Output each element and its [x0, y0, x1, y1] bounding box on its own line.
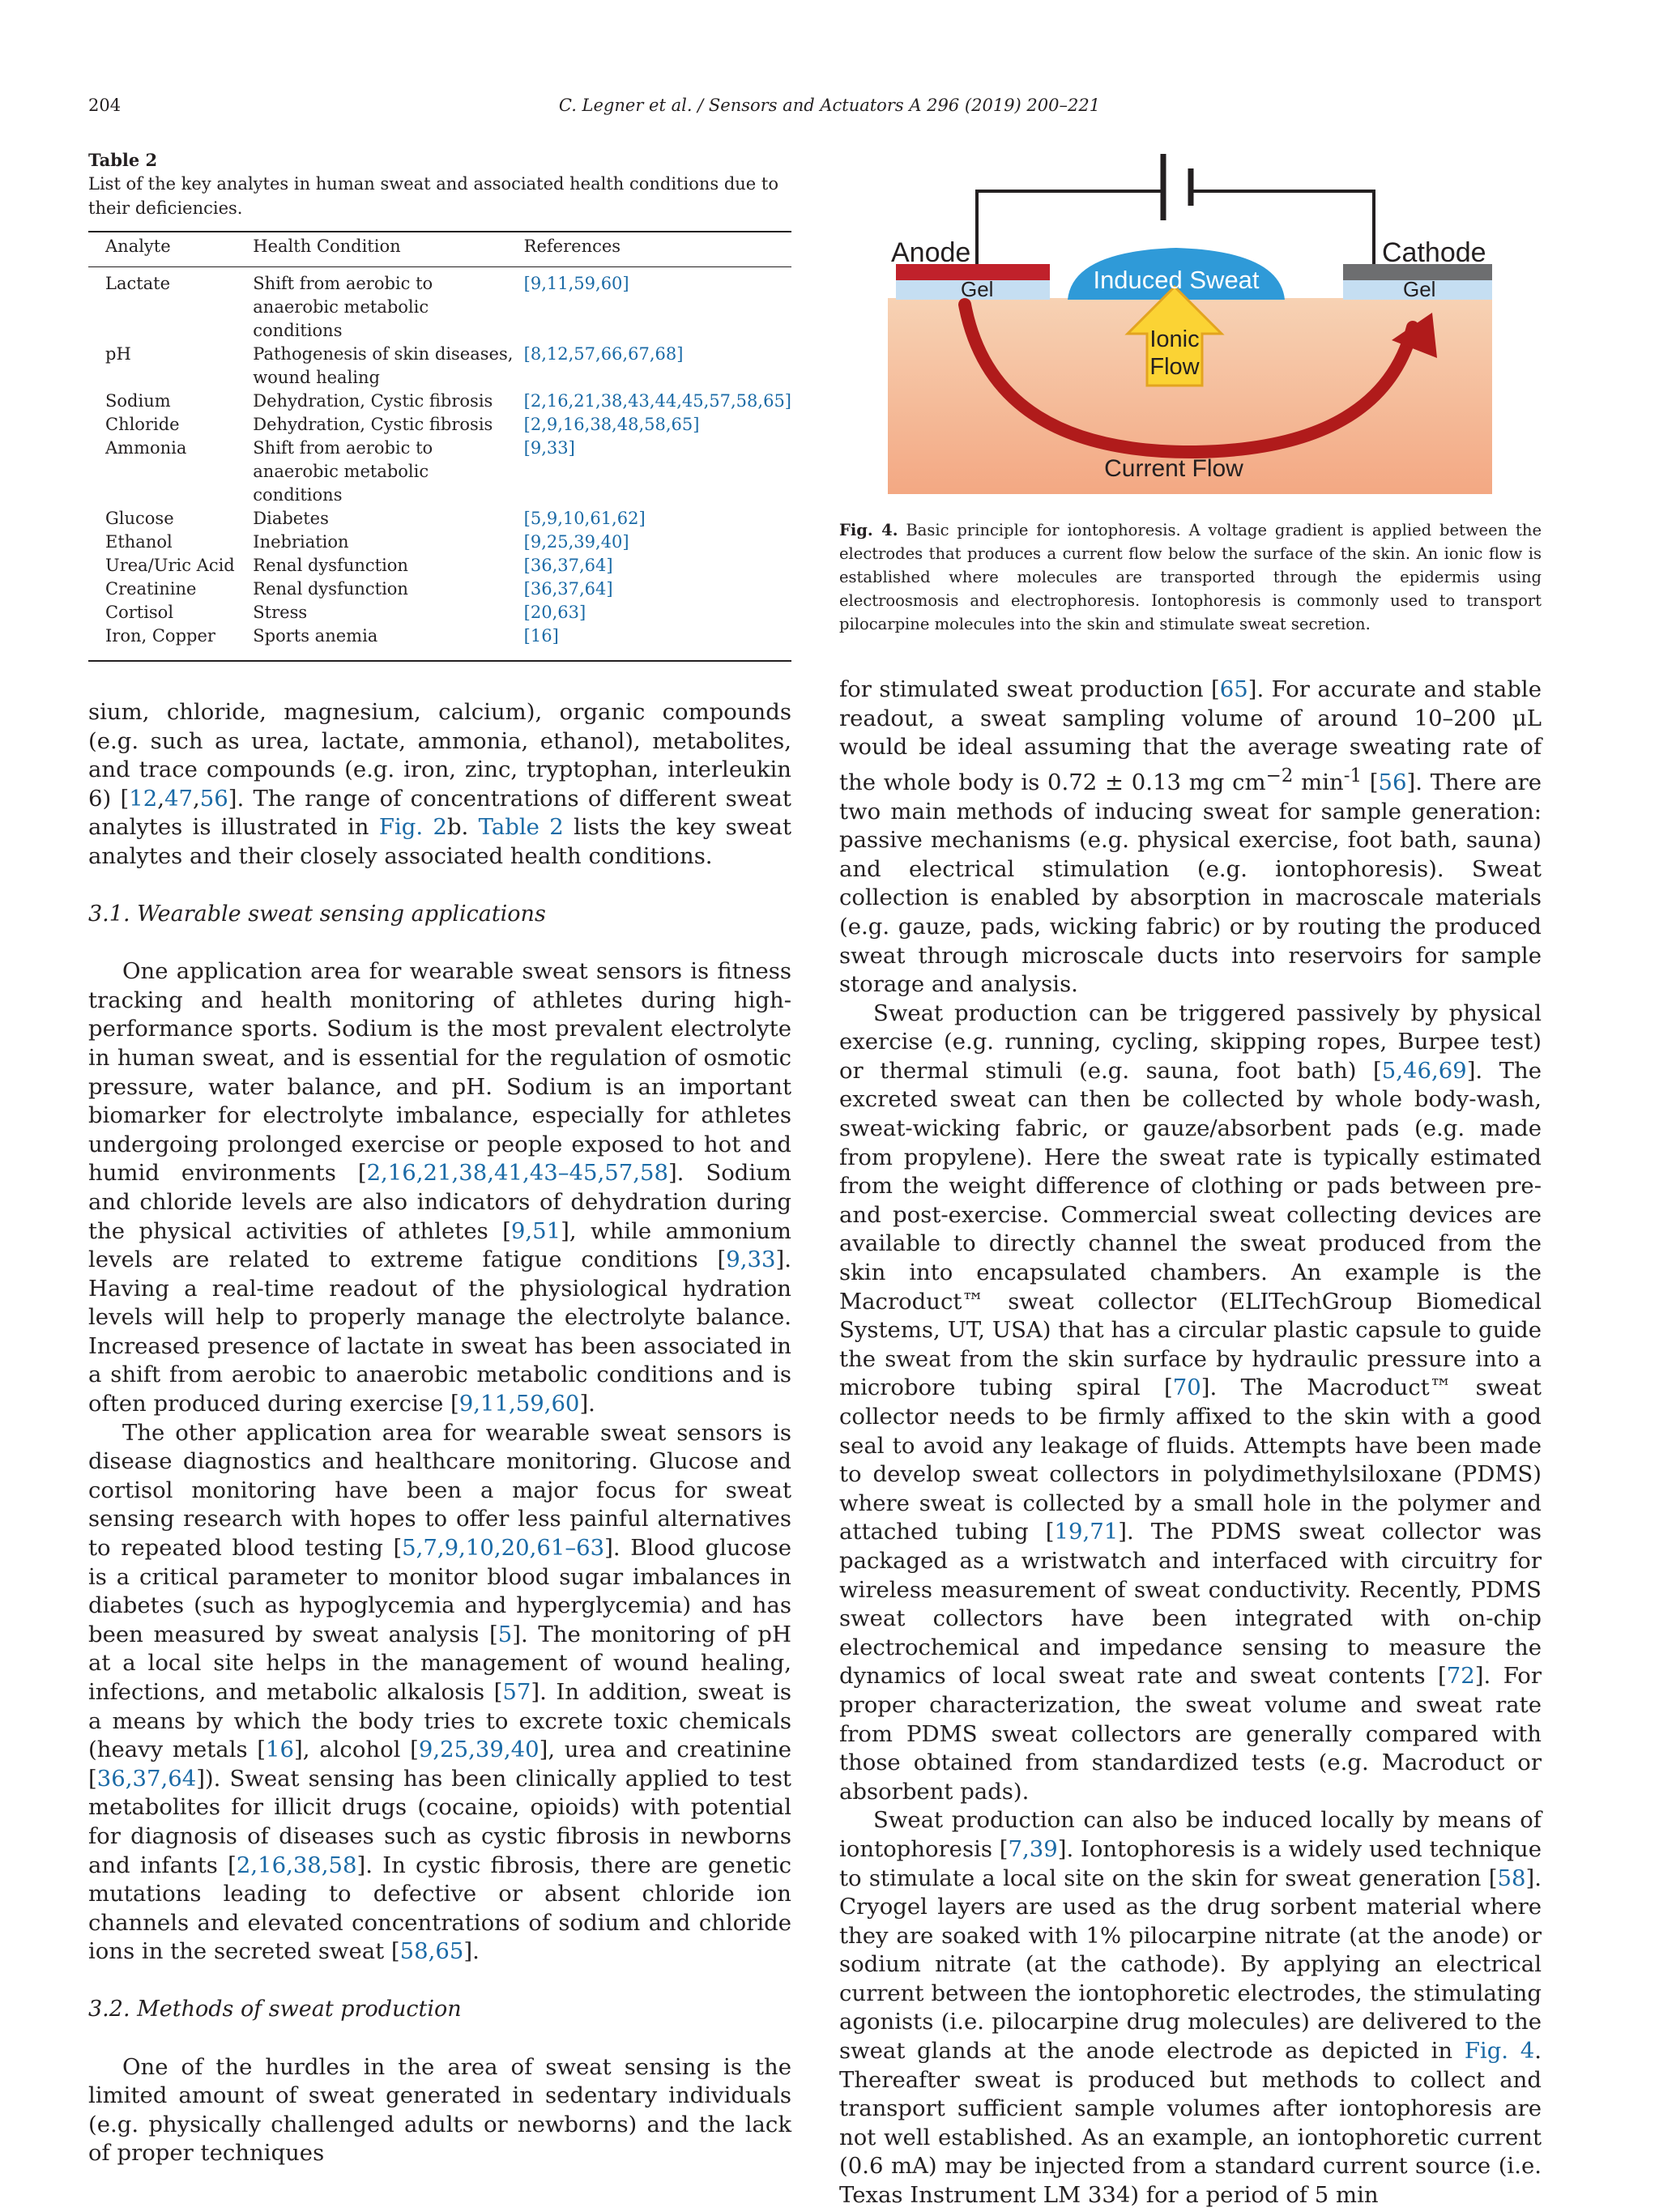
- citation-link[interactable]: 58,65: [399, 1938, 464, 1965]
- analyte-cell: Cortisol: [105, 603, 174, 622]
- analyte-cell: Chloride: [105, 415, 180, 434]
- citation-link[interactable]: 5,46,69: [1381, 1057, 1467, 1084]
- table-link[interactable]: Table 2: [478, 814, 564, 841]
- current-flow-label: Current Flow: [1104, 455, 1243, 482]
- table-caption: List of the key analytes in human sweat and associated health conditions due to their deficiencies.: [88, 174, 778, 218]
- citation-link[interactable]: 2,16,38,58: [236, 1852, 357, 1878]
- left-column: [88, 698, 791, 2168]
- paragraph: for stimulated sweat production [65]. For accurate and stable readout, a sweat sampling volume of around 10–200 μL would be ideal assuming that the average sweating rate of the whole body is 0.72 ± 0.13 mg $cm^{-2}$ $\min^{-1} [56]$. There are two main methods of inducing sweat for sample generation: passive mechanisms (e.g. physical exercise, foot bath, sauna) and electrical stimulation (e.g. iontophoresis). Sweat collection is enabled by absorption in macroscale materials (e.g. gauze, pads, wicking fabric) or by routing the produced sweat through microscale ducts into reservoirs for sample storage and analysis.: [839, 676, 1542, 998]
- figure-caption-text: Basic principle for iontophoresis. A voltage gradient is applied between the electrodes that produces a current flow below the surface of the skin. An ionic flow is established where molecules are transported through the epidermis using electroosmosis and electrophoresis. Iontophoresis is commonly used to transport pilocarpine molecules into the skin and stimulate sweat secretion.: [839, 521, 1542, 633]
- table-title: Table 2: [88, 150, 158, 170]
- page-number: 204: [88, 96, 122, 115]
- references-cell[interactable]: [8,12,57,66,67,68]: [523, 344, 684, 364]
- condition-cell: Dehydration, Cystic fibrosis: [253, 415, 493, 434]
- condition-cell: Dehydration, Cystic fibrosis: [253, 391, 493, 411]
- condition-cell: Shift from aerobic to anaerobic metabolic conditions: [253, 274, 433, 340]
- column-header: References: [523, 237, 621, 256]
- paragraph: Sweat production can also be induced locally by means of iontophoresis [7,39]. Iontophoresis is a widely used technique to stimulate a local site on the skin for sweat generation [58]. Cryogel layers are used as the drug sorbent material where they are soaked with 1% pilocarpine nitrate (at the anode) or sodium nitrate (at the cathode). By applying an electrical current between the iontophoretic electrodes, the stimulating agonists (i.e. pilocarpine drug molecules) are delivered to the sweat glands at the anode electrode as depicted in Fig. 4. Thereafter sweat is produced but methods to collect and transport sufficient sample volumes after iontophoresis are not well established. As an example, an iontophoretic current (0.6 mA) may be injected from a standard current source (i.e. Texas Instrument LM 334) for a period of 5 min: [839, 1807, 1542, 2209]
- analyte-cell: Urea/Uric Acid: [105, 556, 235, 575]
- analyte-cell: Sodium: [105, 391, 171, 411]
- references-cell[interactable]: [9,11,59,60]: [523, 274, 629, 293]
- citation-link[interactable]: 56: [1378, 769, 1407, 795]
- condition-cell: Diabetes: [253, 509, 329, 528]
- table-row: [88, 531, 791, 554]
- condition-cell: Shift from aerobic to anaerobic metabolic conditions: [253, 438, 433, 505]
- paragraph: sium, chloride, magnesium, calcium), organic compounds (e.g. such as urea, lactate, ammonia, ethanol), metabolites, and trace compounds (e.g. iron, zinc, tryptophan, interleukin 6) [12,47,56]. The range of concentrations of different sweat analytes is illustrated in Fig. 2b. Table 2 lists the key sweat analytes and their closely associated health conditions.: [88, 699, 792, 869]
- analyte-cell: Ethanol: [105, 532, 173, 552]
- citation-link[interactable]: 5,7,9,10,20,61–63: [402, 1535, 605, 1562]
- condition-cell: Inebriation: [253, 532, 349, 552]
- condition-cell: Pathogenesis of skin diseases, wound healing: [253, 344, 514, 387]
- table-row: [88, 554, 791, 578]
- running-header: [0, 96, 1659, 128]
- figure-caption: [839, 518, 1542, 636]
- citation-link[interactable]: 9,51: [510, 1217, 561, 1244]
- citation-link[interactable]: 9,11,59,60: [458, 1391, 580, 1417]
- citation-link[interactable]: 57: [502, 1679, 531, 1705]
- table-row: [88, 578, 791, 601]
- analyte-cell: Ammonia: [105, 438, 187, 458]
- table-row: [88, 267, 791, 343]
- analyte-cell: pH: [105, 344, 131, 364]
- references-cell[interactable]: [2,16,21,38,43,44,45,57,58,65]: [523, 391, 791, 411]
- table-row: [88, 390, 791, 413]
- analyte-cell: Iron, Copper: [105, 626, 215, 646]
- references-cell[interactable]: [2,9,16,38,48,58,65]: [523, 415, 700, 434]
- journal-citation: C. Legner et al. / Sensors and Actuators A 296 (2019) 200–221: [558, 96, 1101, 115]
- analyte-table: [88, 233, 791, 648]
- references-cell[interactable]: [5,9,10,61,62]: [523, 509, 646, 528]
- paragraph: One of the hurdles in the area of sweat sensing is the limited amount of sweat generated in sedentary individuals (e.g. physically challenged adults or newborns) and the lack of proper techniques: [88, 2053, 791, 2167]
- citation-link[interactable]: 16: [266, 1737, 295, 1763]
- ionic-label: Ionic: [1149, 326, 1200, 352]
- citation-link[interactable]: 9,25,39,40: [418, 1737, 539, 1763]
- references-cell[interactable]: [9,25,39,40]: [523, 532, 629, 552]
- condition-cell: Sports anemia: [253, 626, 378, 646]
- table-row: [88, 413, 791, 437]
- condition-cell: Stress: [253, 603, 308, 622]
- column-header: Analyte: [105, 237, 171, 256]
- analyte-cell: Lactate: [105, 274, 171, 293]
- table-row: [88, 624, 791, 648]
- paragraph: The other application area for wearable sweat sensors is disease diagnostics and healthcare monitoring. Glucose and cortisol monitoring have been a major focus for sweat sensing research with hopes to offer less painful alternatives to repeated blood testing [5,7,9,10,20,61–63]. Blood glucose is a critical parameter to monitor blood sugar imbalances in diabetes (such as hypoglycemia and hyperglycemia) and has been measured by sweat analysis [5]. The monitoring of pH at a local site helps in the management of wound healing, infections, and metabolic alkalosis [57]. In addition, sweat is a means by which the body tries to excrete toxic chemicals (heavy metals [16], alcohol [9,25,39,40], urea and creatinine [36,37,64]). Sweat sensing has been clinically applied to test metabolites for illicit drugs (cocaine, opioids) with potential for diagnosis of diseases such as cystic fibrosis in newborns and infants [2,16,38,58]. In cystic fibrosis, there are genetic mutations leading to defective or absent chloride ion channels and elevated concentrations of sodium and chloride ions in the secreted sweat [58,65].: [88, 1419, 791, 1965]
- references-cell[interactable]: [36,37,64]: [523, 579, 613, 599]
- citation-link[interactable]: 9,33: [726, 1247, 776, 1273]
- condition-cell: Renal dysfunction: [253, 556, 408, 575]
- table-row: [88, 507, 791, 531]
- table-header-row: [88, 233, 791, 267]
- figure-link[interactable]: Fig. 2: [378, 814, 447, 841]
- condition-cell: Renal dysfunction: [253, 579, 408, 599]
- analyte-cell: Creatinine: [105, 579, 197, 599]
- figure-link[interactable]: Fig. 4: [1464, 2038, 1535, 2065]
- gel-right-label: Gel: [1403, 277, 1436, 301]
- paragraph: Sweat production can be triggered passively by physical exercise (e.g. running, cycling, skipping ropes, Burpee test) or thermal stimuli (e.g. sauna, foot bath) [5,46,69]. The excreted sweat can then be collected by whole body-wash, sweat-wicking fabric, or gauze/absorbent pads (e.g. made from propylene). Here the sweat rate is typically estimated from the weight difference of clothing or pads between pre- and post-exercise. Commercial sweat collecting devices are available to directly channel the sweat produced from the skin into encapsulated chambers. An example is the Macroduct™ sweat collector (ELITechGroup Biomedical Systems, UT, USA) that has a circular plastic capsule to guide the sweat from the skin surface by hydraulic pressure into a microbore tubing spiral [70]. The Macroduct™ sweat collector needs to be firmly affixed to the skin with a good seal to avoid any leakage of fluids. Attempts have been made to develop sweat collectors in polydimethylsiloxane (PDMS) where sweat is collected by a small hole in the polymer and attached tubing [19,71]. The PDMS sweat collector was packaged as a wristwatch and interfaced with circuitry for wireless measurement of sweat conductivity. Recently, PDMS sweat collectors have been integrated with on-chip electrochemical and impedance sensing to measure the dynamics of local sweat rate and sweat contents [72]. For proper characterization, the sweat volume and sweat rate from PDMS sweat collectors are generally compared with those obtained from standardized tests (e.g. Macroduct or absorbent pads).: [839, 999, 1542, 1805]
- citation-link[interactable]: 2,16,21,38,41,43–45,57,58: [366, 1160, 668, 1187]
- table-row: [88, 601, 791, 624]
- cathode-label: Cathode: [1382, 237, 1486, 268]
- citation-link[interactable]: 5: [497, 1621, 513, 1647]
- citation-link[interactable]: 47: [164, 785, 194, 812]
- citation-link[interactable]: 19,71: [1054, 1519, 1119, 1545]
- citation-link[interactable]: 7,39: [1008, 1835, 1058, 1862]
- section-heading: 3.2. Methods of sweat production: [88, 1996, 462, 2022]
- references-cell[interactable]: [36,37,64]: [523, 556, 613, 575]
- table-row: [88, 343, 791, 390]
- gel-left-label: Gel: [961, 277, 994, 301]
- analyte-cell: Glucose: [105, 509, 174, 528]
- anode-label: Anode: [891, 237, 971, 268]
- right-column: [839, 676, 1542, 2210]
- induced-sweat-label: Induced Sweat: [1093, 266, 1260, 294]
- citation-link[interactable]: 56: [199, 785, 228, 812]
- column-header: Health Condition: [253, 237, 401, 256]
- citation-link[interactable]: 12: [129, 785, 158, 812]
- figure-label: Fig. 4.: [839, 521, 898, 539]
- references-cell[interactable]: [16]: [523, 626, 559, 646]
- references-cell[interactable]: [9,33]: [523, 438, 575, 458]
- paragraph: One application area for wearable sweat sensors is fitness tracking and health monitoring of athletes during high-performance sports. Sodium is the most prevalent electrolyte in human sweat, and is essential for the regulation of osmotic pressure, water balance, and pH. Sodium is an important biomarker for electrolyte imbalance, especially for athletes undergoing prolonged exercise or people exposed to hot and humid environments [2,16,21,38,41,43–45,57,58]. Sodium and chloride levels are also indicators of dehydration during the physical activities of athletes [9,51], while ammonium levels are related to extreme fatigue conditions [9,33]. Having a real-time readout of the physiological hydration levels will help to properly manage the electrolyte balance. Increased presence of lactate in sweat has been associated in a shift from aerobic to anaerobic metabolic conditions and is often produced during exercise [9,11,59,60].: [88, 958, 791, 1417]
- citation-link[interactable]: 36,37,64: [96, 1765, 197, 1792]
- section-heading: 3.1. Wearable sweat sensing applications: [88, 901, 546, 927]
- table-row: [88, 437, 791, 507]
- table-bottom-rule: [88, 660, 791, 662]
- citation-link[interactable]: 58: [1497, 1865, 1526, 1891]
- flow-label: Flow: [1149, 354, 1200, 380]
- table-top-rule: [88, 231, 791, 232]
- references-cell[interactable]: [20,63]: [523, 603, 586, 622]
- citation-link[interactable]: 70: [1172, 1375, 1201, 1401]
- citation-link[interactable]: 65: [1219, 676, 1248, 702]
- iontophoresis-diagram: [888, 154, 1492, 494]
- citation-link[interactable]: 72: [1446, 1663, 1475, 1690]
